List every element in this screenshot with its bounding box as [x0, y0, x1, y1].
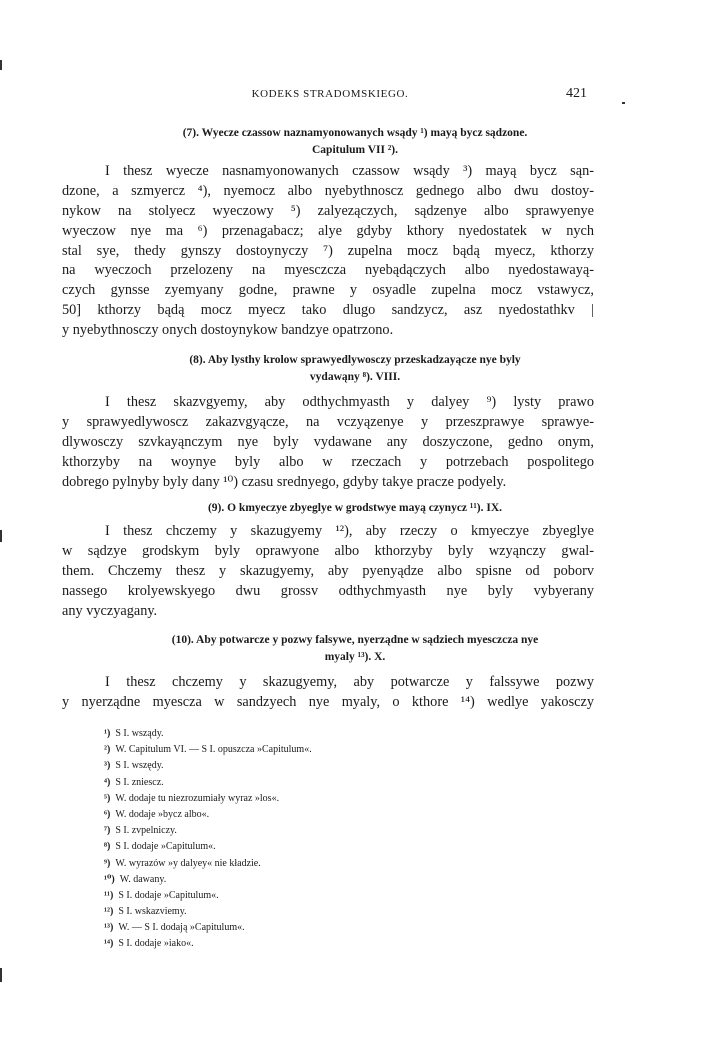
text-line: dobrego pylnyby byly dany ¹⁰) czasu srednyego, gdyby takye pracze podyely.: [62, 473, 507, 490]
scan-edge-mark: [0, 530, 2, 542]
section-heading-8: [60, 352, 650, 386]
footnotes: [104, 726, 484, 953]
footnote-text: W. wyrazów »y dalyey« nie kładzie.: [115, 857, 261, 869]
footnote: [104, 936, 484, 952]
heading-line: (7). Wyecze czassow naznamyonowanych wsądy ¹) mayą bycz sądzone.: [182, 127, 528, 139]
footnote: [104, 839, 484, 855]
footnote-mark: ⁷): [104, 825, 111, 837]
paragraph-10: [62, 673, 594, 713]
running-head: KODEKS STRADOMSKIEGO.: [251, 88, 409, 100]
footnote-text: W. dodaje tu niezrozumiały wyraz »los«.: [115, 792, 280, 804]
footnote-text: W. dodaje »bycz albo«.: [115, 808, 210, 820]
text-line: dzone, a szmyercz ⁴), nyemocz albo nyebythnoscz gednego albo dwu dostoy-: [62, 182, 594, 199]
text-line: nassego krolyewskyego dwu grossv odthychmyasth nye byly vybyerany: [62, 582, 594, 599]
footnote-mark: ¹): [104, 728, 111, 739]
footnote-text: S I. wskazviemy.: [118, 906, 187, 918]
footnote: [104, 758, 484, 774]
scan-edge-mark: [0, 60, 2, 70]
footnote: [104, 807, 484, 823]
text-line: stal sye, thedy gynszy dostoynyczy ⁷) zupelna mocz bądą myecz, kthorzy: [62, 242, 594, 259]
page-number: 421: [566, 86, 587, 101]
text-line: w sądzye grodskym byly oprawyone albo kthorzyby byly wzyąnczy gwal-: [62, 542, 594, 559]
heading-line: Capitulum VII ²).: [312, 144, 398, 156]
footnote-mark: ¹³): [104, 922, 114, 934]
footnote: [104, 888, 484, 904]
heading-line: (8). Aby lysthy krolow sprawyedlywosczy przeskadzayącze nye byly: [189, 354, 521, 366]
footnote-text: W. Capitulum VI. — S I. opuszcza »Capitulum«.: [115, 744, 312, 756]
text-line: dlywosczy szvkayąnczym nye byly vydawane any doszyczone, gedno onym,: [62, 433, 594, 450]
scan-dot-mark: [622, 102, 625, 104]
heading-line: vydawąny ⁸). VIII.: [309, 371, 401, 383]
text-line: y sprawyedlywoscz zakazvgyącze, na vczyązenye y przeszprawye sprawye-: [62, 413, 594, 430]
footnote-mark: ⁶): [104, 808, 111, 820]
footnote: [104, 904, 484, 920]
footnote-mark: ¹¹): [104, 889, 114, 901]
text-line: nykow na stolyecz wyeczowy ⁵) zalyezączych, sądzenye albo sprawyenye: [62, 202, 594, 219]
text-line: y nyebythnosczy onych dostoynykow bandzye opatrzono.: [62, 322, 394, 339]
paragraph-9: [62, 522, 594, 621]
text-line: y nyerządne myescza w sandzyech nye myaly, o kthore ¹⁴) wedlye yakosczy: [62, 693, 594, 710]
footnote-mark: ³): [104, 760, 111, 772]
footnote-text: S I. dodaje »Capitulum«.: [115, 841, 216, 853]
footnote-text: S I. zniescz.: [115, 776, 164, 788]
footnote-mark: ²): [104, 744, 111, 756]
footnote-text: S I. dodaje »iako«.: [118, 938, 194, 950]
paragraph-7: [62, 162, 594, 341]
heading-line: (9). O kmyeczye zbyeglye w grodstwye mayą czynycz ¹¹). IX.: [207, 502, 503, 514]
footnote-mark: ⁸): [104, 841, 111, 853]
section-heading-9: [60, 500, 650, 517]
footnote: [104, 856, 484, 872]
text-line: kthorzyby na woynye byly albo w rzeczach y potrzebach pospolitego: [62, 453, 594, 470]
footnote: [104, 726, 484, 742]
footnote-text: W. — S I. dodają »Capitulum«.: [118, 922, 245, 934]
heading-line: myaly ¹³). X.: [324, 651, 386, 663]
footnote-text: W. dawany.: [119, 873, 167, 885]
text-line: I thesz chczemy y skazugyemy ¹²), aby rzeczy o kmyeczye zbyeglye: [105, 523, 594, 539]
footnote-text: S I. wszędy.: [115, 760, 164, 772]
text-line: czych gynsse zyemyany godne, prawne y osyadle zupelna mocz vstawycz,: [62, 282, 594, 299]
text-line: I thesz skazvgyemy, aby odthychmyasth y dalyey ⁹) lysty prawo: [105, 394, 594, 410]
footnote-mark: ⁴): [104, 776, 111, 788]
section-heading-7: [60, 125, 650, 159]
text-line: wyeczow nye ma ⁶) przenagabacz; alye gdyby kthory nyedostatek w nych: [62, 222, 594, 239]
footnote: [104, 872, 484, 888]
footnote-mark: ⁵): [104, 792, 111, 804]
footnote: [104, 775, 484, 791]
scan-edge-mark: [0, 968, 2, 982]
section-heading-10: [60, 632, 650, 666]
text-line: I thesz wyecze nasnamyonowanych czassow wsądy ³) mayą bycz sąn-: [105, 163, 594, 179]
footnote-mark: ¹⁰): [104, 873, 115, 885]
text-line: I thesz chczemy y skazugyemy, aby potwarcze y falssywe pozwy: [105, 674, 594, 690]
text-line: 50] kthorzy bądą mocz myecz tako dlugo sandzycz, asz nyedostathkv |: [62, 302, 594, 319]
text-line: any vyczyagany.: [62, 602, 158, 619]
footnote-text: S I. wsządy.: [115, 728, 164, 739]
footnote: [104, 823, 484, 839]
footnote: [104, 742, 484, 758]
footnote-text: S I. dodaje »Capitulum«.: [118, 889, 219, 901]
footnote-mark: ⁹): [104, 857, 111, 869]
text-line: na wyeczoch przelozeny na myesczcza nyebądączych albo nyedostawayą-: [62, 262, 594, 279]
footnote: [104, 791, 484, 807]
text-line: them. Chczemy thesz y skazugyemy, aby pyenyądze albo spisne od poborv: [62, 562, 594, 579]
footnote-mark: ¹⁴): [104, 938, 114, 950]
footnote-text: S I. zvpelniczy.: [115, 825, 177, 837]
footnote-mark: ¹²): [104, 906, 114, 918]
heading-line: (10). Aby potwarcze y pozwy falsywe, nyerządne w sądziech myesczcza nye: [171, 634, 539, 646]
paragraph-8: [62, 393, 594, 492]
footnote: [104, 920, 484, 936]
